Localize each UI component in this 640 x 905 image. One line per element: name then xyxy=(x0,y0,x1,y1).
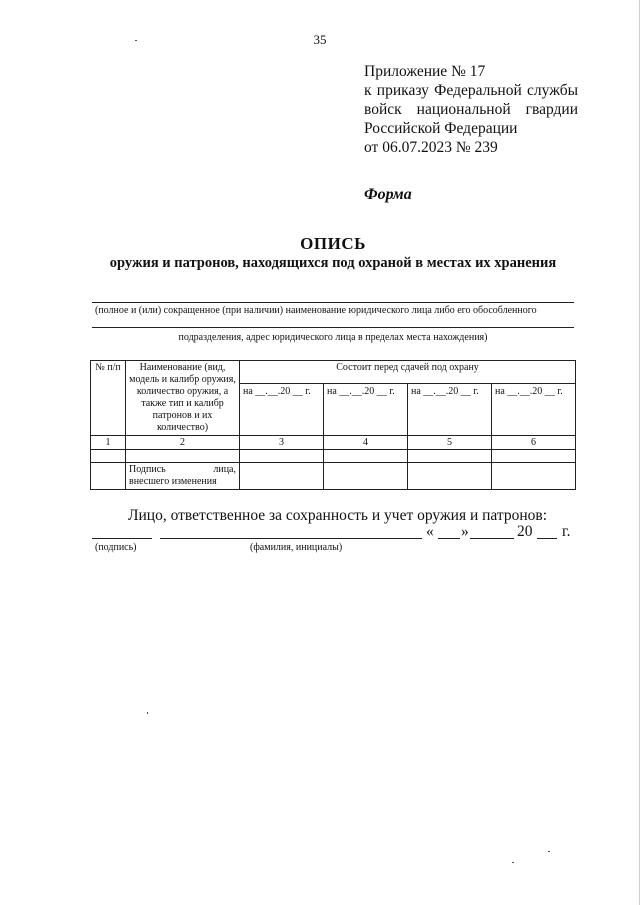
day-blank-line xyxy=(438,538,460,539)
col-index-5: 5 xyxy=(408,436,492,450)
person-word: лица, xyxy=(213,464,236,475)
table-row xyxy=(91,450,576,463)
col-number-header: № п/п xyxy=(91,361,126,436)
entity-name-line xyxy=(92,302,574,303)
table-cell xyxy=(240,450,324,463)
date-cell-2: на __.__.20 __ г. xyxy=(324,384,408,436)
signature-word: Подпись xyxy=(129,464,166,475)
scan-speck xyxy=(512,862,514,863)
date-open-quote: « xyxy=(426,523,434,540)
date-close-quote: » xyxy=(461,523,469,540)
signature-row-label xyxy=(126,463,240,490)
appendix-agency-line: войск национальной гвардии xyxy=(364,101,578,118)
month-blank-line xyxy=(470,538,514,539)
col-state-header: Состоит перед сдачей под охрану xyxy=(240,361,576,384)
col-index-6: 6 xyxy=(492,436,576,450)
date-cell-3: на __.__.20 __ г. xyxy=(408,384,492,436)
responsible-person-text: Лицо, ответственное за сохранность и учет оружия и патронов: xyxy=(128,507,548,524)
document-title: ОПИСЬ xyxy=(300,234,366,253)
appendix-order-line: к приказу Федеральной службы xyxy=(364,82,578,99)
table-cell xyxy=(126,450,240,463)
table-cell xyxy=(91,463,126,490)
name-blank-line xyxy=(160,538,422,539)
entity-name-caption: (полное и (или) сокращенное (при наличии) наименование юридического лица либо его обособленного xyxy=(95,305,537,316)
signature-label-line2: внесшего изменения xyxy=(129,476,217,487)
signature-caption: (подпись) xyxy=(95,542,137,553)
col-index-1: 1 xyxy=(91,436,126,450)
appendix-country-line: Российской Федерации xyxy=(364,120,518,137)
table-cell xyxy=(408,463,492,490)
col-index-3: 3 xyxy=(240,436,324,450)
scan-speck xyxy=(147,712,148,714)
scan-speck xyxy=(135,40,137,41)
col-name-header: Наименование (вид, модель и калибр оружия, количество оружия, а также тип и калибр патронов и их количество) xyxy=(126,361,240,436)
year-suffix: г. xyxy=(562,523,571,540)
table-header-row xyxy=(91,361,576,384)
table-cell xyxy=(492,450,576,463)
table-cell xyxy=(324,463,408,490)
year-blank-line xyxy=(537,538,557,539)
table-cell xyxy=(408,450,492,463)
date-cell-1: на __.__.20 __ г. xyxy=(240,384,324,436)
signature-label-line1 xyxy=(129,464,236,476)
inventory-table xyxy=(90,360,576,490)
col-index-4: 4 xyxy=(324,436,408,450)
document-subtitle: оружия и патронов, находящихся под охраной в местах их хранения xyxy=(109,255,557,271)
table-cell xyxy=(91,450,126,463)
signature-blank-line xyxy=(92,538,152,539)
year-prefix: 20 xyxy=(517,523,533,540)
table-cell xyxy=(240,463,324,490)
entity-address-line xyxy=(92,327,574,328)
table-cell xyxy=(324,450,408,463)
appendix-block xyxy=(364,62,578,157)
form-label: Форма xyxy=(364,186,412,203)
table-cell xyxy=(492,463,576,490)
date-cell-4: на __.__.20 __ г. xyxy=(492,384,576,436)
appendix-date-line: от 06.07.2023 № 239 xyxy=(364,139,498,156)
table-number-row xyxy=(91,436,576,450)
scan-speck xyxy=(548,851,550,852)
name-caption: (фамилия, инициалы) xyxy=(250,542,343,553)
table-signature-row xyxy=(91,463,576,490)
appendix-number: Приложение № 17 xyxy=(364,63,486,80)
entity-address-caption: подразделения, адрес юридического лица в пределах места нахождения) xyxy=(178,332,488,343)
page-number: 35 xyxy=(313,32,327,47)
col-index-2: 2 xyxy=(126,436,240,450)
